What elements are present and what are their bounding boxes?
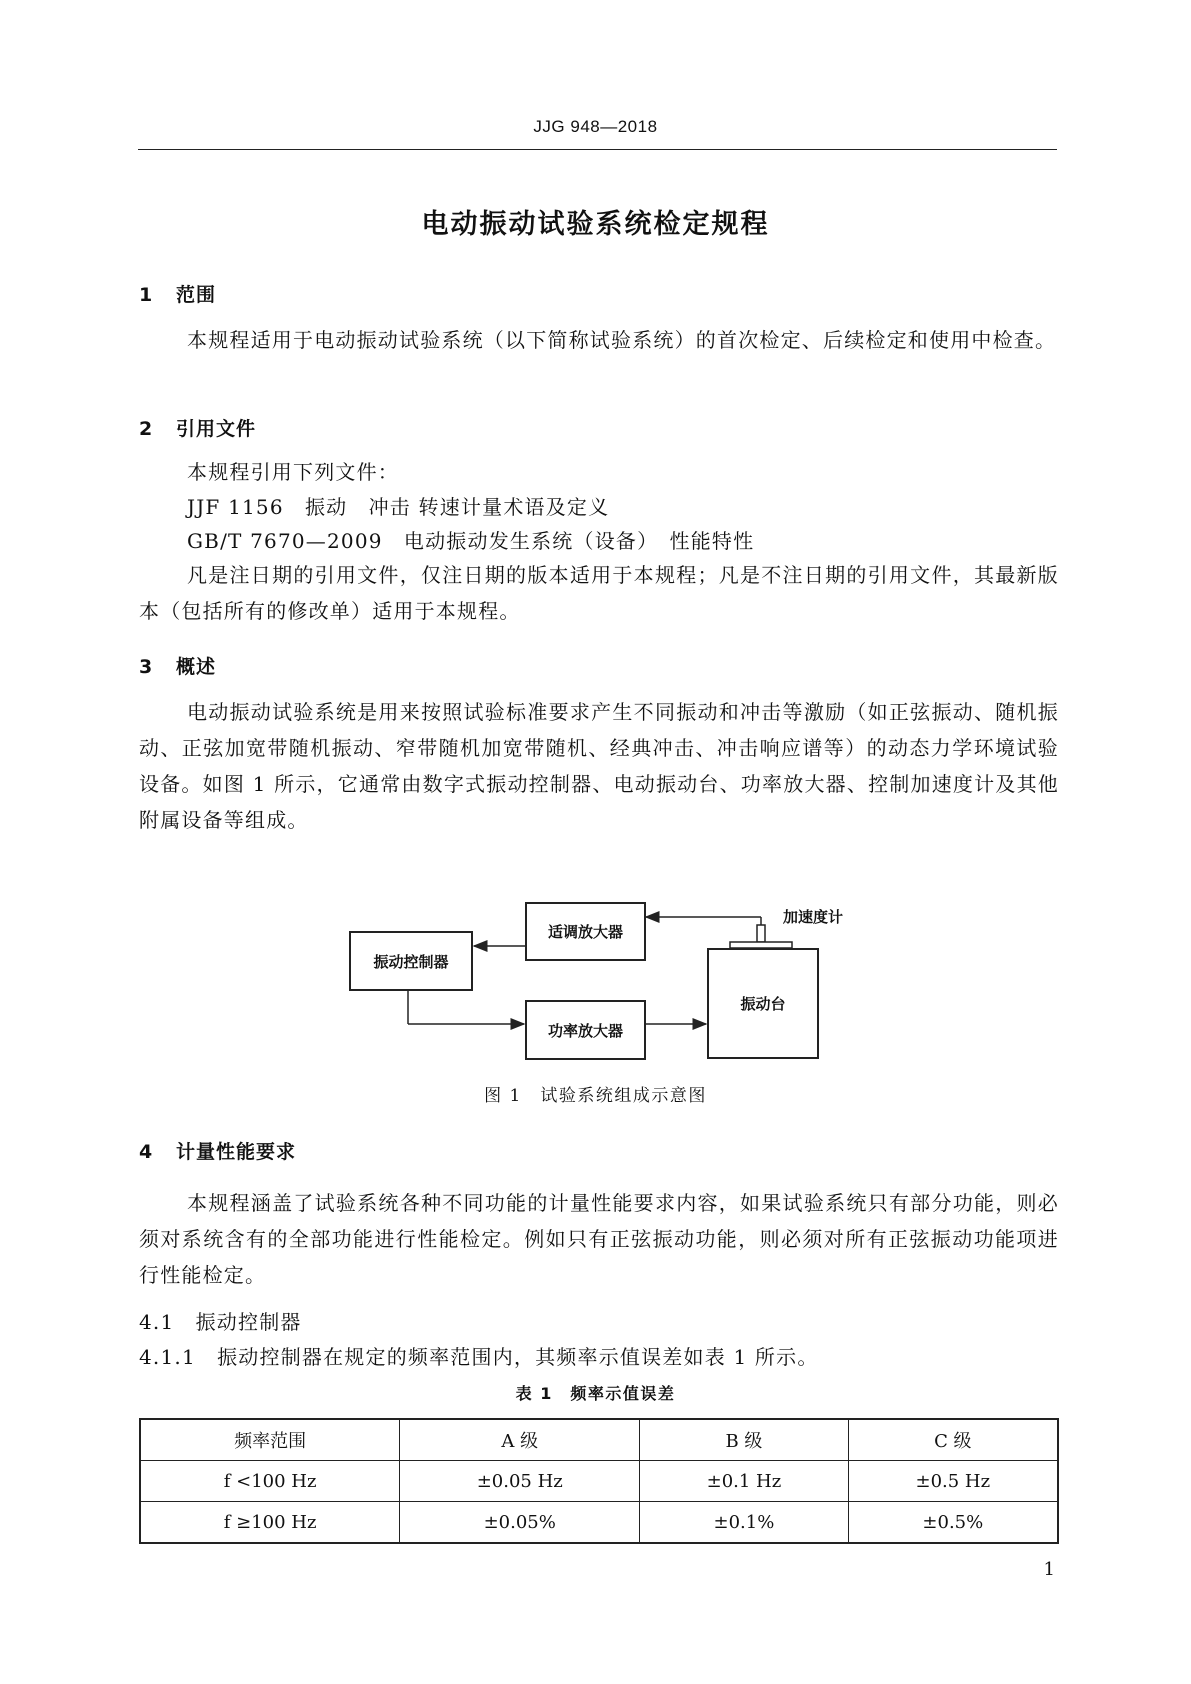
table-row — [140, 1502, 1058, 1544]
subsection-4-1-1: 4.1.1 振动控制器在规定的频率范围内，其频率示值误差如表 1 所示。 — [139, 1345, 819, 1369]
table-header-row — [140, 1419, 1058, 1461]
table-cell: ±0.05 Hz — [400, 1461, 640, 1502]
table-cell: f ≥100 Hz — [140, 1502, 400, 1544]
table-cell: ±0.5% — [848, 1502, 1058, 1544]
section-1-heading — [139, 280, 216, 307]
section-number: 3 — [139, 656, 154, 678]
table-caption: 表 1 频率示值误差 — [515, 1384, 676, 1403]
page-number: 1 — [1043, 1559, 1055, 1580]
table-cell: ±0.05% — [400, 1502, 640, 1544]
subsection-4-1: 4.1 振动控制器 — [139, 1310, 302, 1334]
document-title: 电动振动试验系统检定规程 — [421, 209, 770, 240]
section-2-heading — [139, 414, 256, 441]
shaker-top-plate — [730, 942, 792, 948]
vibration-controller-box: 振动控制器 — [349, 931, 473, 991]
references-note: 凡是注日期的引用文件，仅注日期的版本适用于本规程；凡是不注日期的引用文件，其最新版本（包括所有的修改单）适用于本规程。 — [139, 563, 1059, 623]
section-title: 引用文件 — [176, 418, 257, 440]
section-title: 范围 — [176, 284, 217, 306]
document-code: JJG 948—2018 — [533, 117, 658, 136]
section-title: 概述 — [176, 656, 217, 678]
shaker-box: 振动台 — [707, 948, 819, 1059]
references-intro: 本规程引用下列文件： — [187, 460, 399, 484]
table-header-cell: B 级 — [640, 1419, 848, 1461]
reference-item: JJF 1156 振动 冲击 转速计量术语及定义 — [187, 495, 610, 519]
section-number: 1 — [139, 284, 154, 306]
table-cell: ±0.5 Hz — [848, 1461, 1058, 1502]
power-amplifier-box: 功率放大器 — [525, 1000, 646, 1060]
section-number: 2 — [139, 418, 154, 440]
section-1-paragraph: 本规程适用于电动振动试验系统（以下简称试验系统）的首次检定、后续检定和使用中检查。 — [187, 328, 1057, 352]
table-cell: ±0.1 Hz — [640, 1461, 848, 1502]
section-number: 4 — [139, 1141, 154, 1163]
table-cell: f <100 Hz — [140, 1461, 400, 1502]
conditioning-amplifier-box: 适调放大器 — [525, 902, 646, 961]
accelerometer-label: 加速度计 — [783, 908, 844, 926]
table-row — [140, 1461, 1058, 1502]
reference-item: GB/T 7670—2009 电动振动发生系统（设备） 性能特性 — [187, 529, 755, 553]
section-title: 计量性能要求 — [176, 1141, 297, 1163]
section-4-heading — [139, 1137, 296, 1164]
table-cell: ±0.1% — [640, 1502, 848, 1544]
table-header-cell: A 级 — [400, 1419, 640, 1461]
table-header-cell: C 级 — [848, 1419, 1058, 1461]
section-4-paragraph: 本规程涵盖了试验系统各种不同功能的计量性能要求内容，如果试验系统只有部分功能，则必须对系统含有的全部功能进行性能检定。例如只有正弦振动功能，则必须对所有正弦振动功能项进行性能检定。 — [139, 1191, 1059, 1287]
header-rule — [138, 149, 1057, 150]
section-3-heading — [139, 652, 216, 679]
section-3-paragraph: 电动振动试验系统是用来按照试验标准要求产生不同振动和冲击等激励（如正弦振动、随机振动、正弦加宽带随机振动、窄带随机加宽带随机、经典冲击、冲击响应谱等）的动态力学环境试验设备。如图 1 所示，它通常由数字式振动控制器、电动振动台、功率放大器、控制加速度计及其他附属设备等组成。 — [139, 700, 1059, 832]
accelerometer-icon — [757, 925, 765, 942]
figure-caption: 图 1 试验系统组成示意图 — [484, 1086, 707, 1106]
table-header-cell: 频率范围 — [140, 1419, 400, 1461]
frequency-error-table — [139, 1418, 1059, 1544]
